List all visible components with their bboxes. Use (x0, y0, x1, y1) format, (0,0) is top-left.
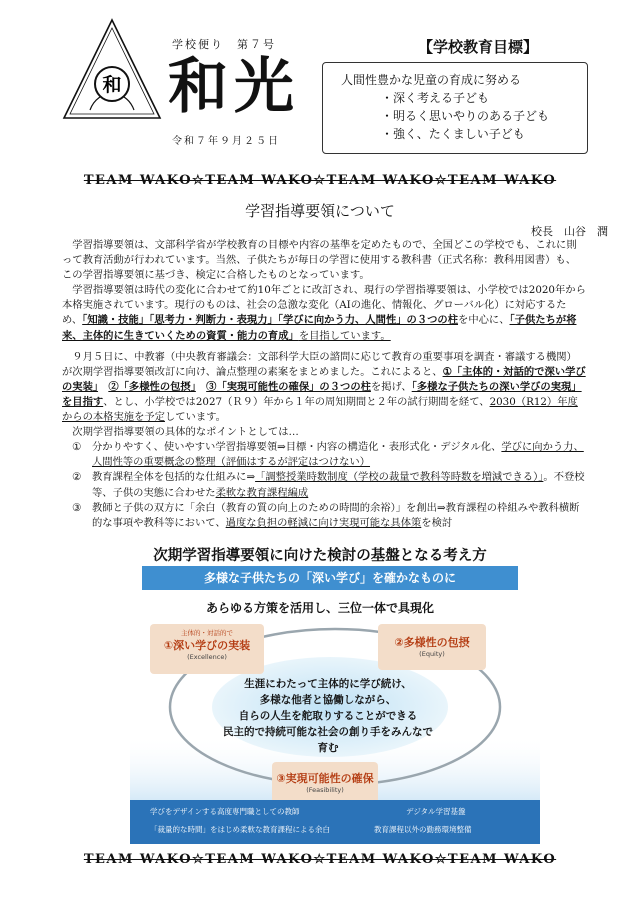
pillar-small-label: 主体的・対話的で (181, 629, 233, 637)
text-run: 分かりやすく、使いやすい学習指導要領⇒目標・内容の構造化・表形式化・デジタル化、 (92, 441, 502, 454)
team-band-top (0, 173, 640, 188)
center-line: 民主的で持続可能な社会の創り手をみんなで育む (223, 726, 433, 754)
pillar-label: ①深い学びの実装 (163, 639, 251, 652)
article-author: 校長 山谷 潤 (531, 225, 608, 238)
center-message (220, 676, 436, 756)
text-run: 教師と子供の双方に「余白（教育の質の向上のための時間的余裕）」を創出⇒教育課程の枠組みや教科横断的な事項や教科等において、 (92, 501, 580, 529)
paragraph: 学習指導要領は、文部科学省が学校教育の目標や内容の基準を定めたもので、全国どこの学校でも、これに則って教育活動が行われています。当然、子供たちが毎日の学習に使用する教科書（正式名称：教科用図書）も、この学習指導要領に基づき、検定に合格したものとなっています。 (62, 239, 577, 282)
logo-text: 和 (102, 74, 122, 96)
text-run: 学習指導要領は時代の変化に合わせて約10年ごとに改訂され、現行の学習指導要領は、小学校では2020年から本格実施されています。現行のものは、社会の急激な変化（AIの進化、情報化、グローバル化）に対応するため、 (62, 284, 586, 327)
paragraph (62, 350, 586, 425)
team-band-text: TEAM WAKO☆TEAM WAKO☆TEAM WAKO☆TEAM WAKO (83, 173, 557, 188)
article-body (62, 238, 586, 531)
goal-item: ・深く考える子ども (381, 91, 490, 105)
school-logo (60, 18, 164, 126)
highlight-text: 「多様な子供たちの深い学びの実現」を目指す (62, 380, 582, 408)
band-text: 「裁量的な時間」をはじめ柔軟な教育課程による余白 (150, 825, 330, 834)
text-run: ９月５日に、中教審（中央教育審議会：文部科学大臣の諮問に応じて教育の重要事項を調査・審議する機関）が次期学習指導要領改訂に向け、論点整理の素案をまとめました。これによると、 (62, 350, 577, 378)
band-text: デジタル学習基盤 (406, 807, 466, 816)
pillar-english: (Equity) (419, 650, 445, 658)
masthead-title: 和光 (168, 52, 300, 122)
highlight-text: ③「実現可能性の確保」の３つの柱 (206, 380, 371, 393)
goal-item: ・明るく思いやりのある子ども (381, 109, 550, 123)
highlight-text: ①「主体的・対話的で深い学びの実装」 (62, 365, 586, 393)
point-item (62, 470, 586, 500)
point-number: ③ (72, 501, 82, 514)
highlight-text: ②「多様性の包摂」 (108, 380, 196, 393)
team-band-bottom (0, 852, 640, 867)
pillar-english: (Excellence) (187, 653, 227, 661)
pillar-label: ③実現可能性の確保 (276, 772, 374, 785)
text-run: 、とし、小学校では2027（Ｒ９）年から１年の周知期間と２年の試行期間を経て、 (103, 395, 490, 408)
pillar-feasibility (272, 762, 378, 804)
center-line: 生涯にわたって主体的に学び続け、 (244, 678, 412, 690)
point-number: ② (72, 471, 82, 484)
paragraph (62, 283, 586, 343)
pillar-equity (378, 624, 486, 670)
highlight-text: 柔軟な教育課程編成 (215, 486, 309, 499)
highlight-text: 学びに向かう力、人間性等の重要概念の整理（評価はするが評定はつけない） (92, 441, 584, 469)
highlight-text: 「調整授業時数制度（学校の裁量で教科等時数を増減できる）」 (255, 471, 544, 484)
highlight-text: 「子供たちが将来、主体的に生きていくための資質・能力の育成」 (62, 314, 577, 342)
point-item (62, 440, 586, 470)
pillar-label: ②多様性の包摂 (394, 636, 470, 649)
goal-title: 【学校教育目標】 (418, 38, 539, 56)
article-title: 学習指導要領について (245, 202, 395, 220)
diagram-title: 次期学習指導要領に向けた検討の基盤となる考え方 (153, 548, 487, 564)
pillar-excellence (150, 624, 264, 674)
center-line: 自らの人生を舵取りすることができる (238, 710, 418, 722)
goal-box (322, 62, 588, 154)
center-line: 多様な他者と協働しながら、 (259, 694, 397, 706)
text-run: しています。 (164, 411, 226, 424)
issue-label: 学校便り 第７号 (172, 38, 276, 51)
text-run: を目指しています。 (298, 329, 391, 342)
text-run: 教育課程全体を包括的な仕組みに⇒ (92, 471, 256, 484)
highlight-text: 2030（R12）年度からの本格実施を予定 (62, 395, 578, 424)
goal-main: 人間性豊かな児童の育成に努める (341, 73, 522, 87)
pillar-english: (Feasibility) (306, 786, 344, 794)
team-band-text: TEAM WAKO☆TEAM WAKO☆TEAM WAKO☆TEAM WAKO (83, 852, 557, 867)
text-run: を中心に、 (458, 314, 510, 327)
text-run: を検討 (421, 516, 453, 529)
diagram-subtitle: あらゆる方策を活用し、三位一体で具現化 (205, 601, 434, 615)
band-text: 教育課程以外の勤務環境整備 (374, 825, 472, 834)
band-text: 学びをデザインする高度専門職としての教師 (150, 807, 300, 816)
issue-date: 令和７年９月２５日 (172, 136, 280, 147)
goal-item: ・強く、たくましい子ども (381, 127, 525, 141)
point-item (62, 501, 586, 531)
bottom-band (130, 800, 540, 844)
paragraph: 次期学習指導要領の具体的なポイントとしては… (72, 426, 299, 439)
highlight-text: 過度な負担の軽減に向け実現可能な具体策 (225, 516, 422, 529)
highlight-text: 「知識・技能」「思考力・判断力・表現力」「学びに向かう力、人間性」の３つの柱 (82, 314, 459, 327)
text-run: を掲げ、 (370, 380, 412, 393)
point-number: ① (72, 441, 82, 454)
diagram-banner: 多様な子供たちの「深い学び」を確かなものに (142, 566, 518, 590)
text-run: 。不登校等、子供の実態に合わせた (92, 471, 585, 499)
